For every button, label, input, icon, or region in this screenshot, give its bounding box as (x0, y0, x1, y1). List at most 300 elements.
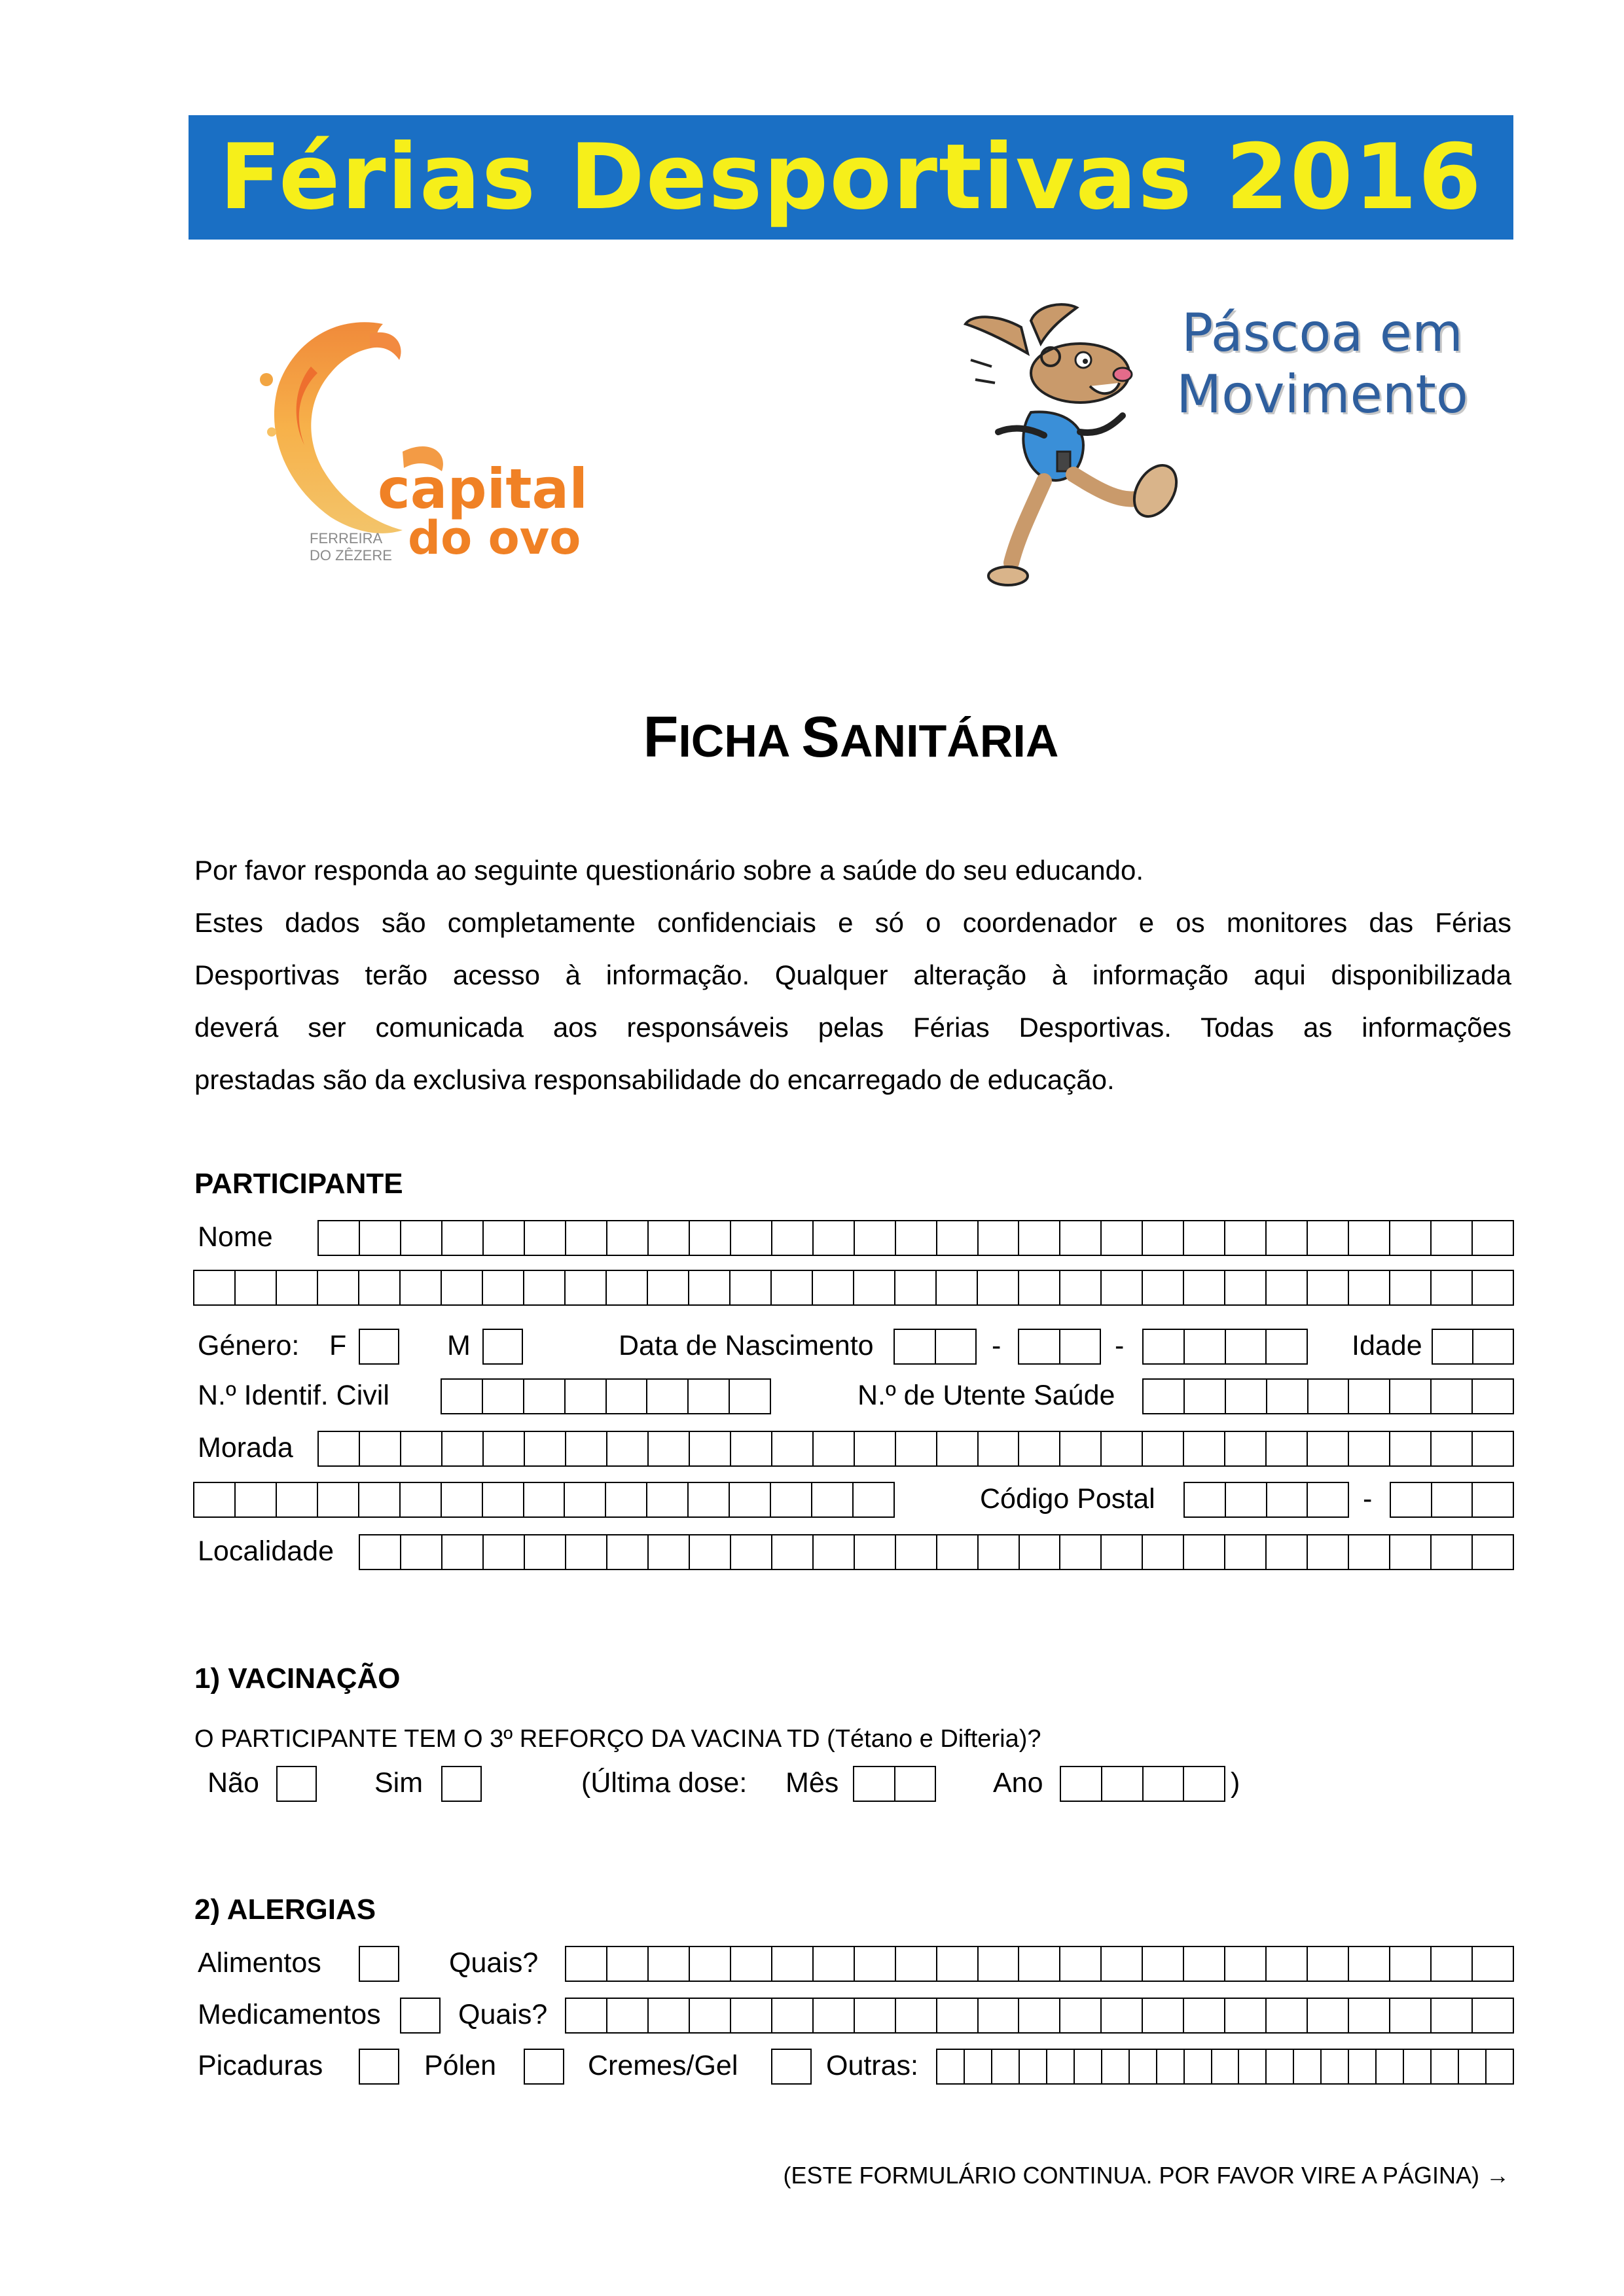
char-cell[interactable] (689, 1432, 730, 1465)
char-cell[interactable] (1307, 1947, 1348, 1981)
char-cell[interactable] (359, 1432, 400, 1465)
char-cell[interactable] (1100, 1535, 1142, 1569)
char-cell[interactable] (400, 1221, 441, 1255)
char-cell[interactable] (399, 1483, 441, 1516)
genero-label: Género: (198, 1330, 300, 1361)
char-cell[interactable] (1144, 1380, 1183, 1413)
char-cell[interactable] (234, 1483, 276, 1516)
char-cell[interactable] (1430, 1221, 1471, 1255)
vacina-mes-field[interactable] (853, 1766, 936, 1802)
char-cell[interactable] (771, 1947, 812, 1981)
char-cell[interactable] (441, 1432, 482, 1465)
char-cell[interactable] (895, 1999, 936, 2032)
char-cell[interactable] (977, 1432, 1019, 1465)
banner-title: Férias Desportivas 2016 (219, 124, 1483, 230)
running-rabbit-illustration (959, 301, 1195, 589)
char-cell[interactable] (729, 1380, 770, 1413)
char-cell[interactable] (1348, 1271, 1389, 1304)
char-cell[interactable] (687, 1380, 729, 1413)
char-cell[interactable] (991, 2050, 1019, 2083)
char-cell[interactable] (441, 1535, 482, 1569)
char-cell[interactable] (1430, 1535, 1471, 1569)
capital-do-ovo-logo (232, 308, 588, 583)
char-cell[interactable] (1224, 1535, 1265, 1569)
birth-year-field[interactable] (1142, 1329, 1308, 1365)
char-cell[interactable] (606, 1432, 647, 1465)
char-cell[interactable] (1430, 1999, 1471, 2032)
rabbit-icon (959, 301, 1195, 589)
char-cell[interactable] (730, 1432, 771, 1465)
intro-paragraph (194, 844, 1511, 1106)
alimentos-quais-field[interactable] (565, 1946, 1514, 1982)
char-cell[interactable] (1142, 1535, 1183, 1569)
char-cell[interactable] (1471, 1483, 1513, 1516)
char-cell[interactable] (1224, 1432, 1265, 1465)
char-cell[interactable] (1348, 1947, 1389, 1981)
char-cell[interactable] (854, 1432, 895, 1465)
alimentos-quais-label: Quais? (449, 1947, 539, 1979)
char-cell[interactable] (1485, 2050, 1513, 2083)
char-cell[interactable] (1183, 1947, 1224, 1981)
char-cell[interactable] (1018, 1221, 1059, 1255)
char-cell[interactable] (689, 1535, 730, 1569)
char-cell[interactable] (1156, 2050, 1183, 2083)
char-cell[interactable] (1225, 1483, 1266, 1516)
char-cell[interactable] (482, 1535, 524, 1569)
char-cell[interactable] (812, 1432, 854, 1465)
char-cell[interactable] (771, 1999, 812, 2032)
char-cell[interactable] (1458, 2050, 1485, 2083)
char-cell[interactable] (1430, 1380, 1471, 1413)
pascoa-line-1: Páscoa em (1182, 302, 1463, 363)
char-cell[interactable] (605, 1483, 646, 1516)
char-cell[interactable] (852, 1483, 893, 1516)
char-cell[interactable] (1018, 1271, 1059, 1304)
char-cell[interactable] (687, 1483, 729, 1516)
char-cell[interactable] (689, 1999, 730, 2032)
char-cell[interactable] (1211, 2050, 1238, 2083)
char-cell[interactable] (1183, 2050, 1211, 2083)
char-cell[interactable] (647, 1432, 689, 1465)
char-cell[interactable] (1183, 1432, 1224, 1465)
morada-field[interactable] (317, 1431, 1514, 1467)
char-cell[interactable] (566, 1947, 606, 1981)
char-cell[interactable] (1183, 1221, 1224, 1255)
char-cell[interactable] (564, 1380, 605, 1413)
char-cell[interactable] (1265, 1432, 1307, 1465)
char-cell[interactable] (319, 1221, 359, 1255)
char-cell[interactable] (1183, 1535, 1224, 1569)
char-cell[interactable] (1433, 1330, 1472, 1363)
char-cell[interactable] (936, 1221, 977, 1255)
char-cell[interactable] (524, 1221, 565, 1255)
char-cell[interactable] (441, 1483, 482, 1516)
char-cell[interactable] (1471, 1947, 1513, 1981)
char-cell[interactable] (1224, 1271, 1265, 1304)
vacinacao-heading: 1) VACINAÇÃO (194, 1662, 401, 1695)
char-cell[interactable] (1265, 1271, 1307, 1304)
outras-field[interactable] (936, 2049, 1514, 2085)
char-cell[interactable] (1389, 1999, 1430, 2032)
char-cell[interactable] (729, 1271, 770, 1304)
medicamentos-quais-label: Quais? (458, 1999, 548, 2030)
char-cell[interactable] (1183, 1271, 1224, 1304)
char-cell[interactable] (647, 1999, 689, 2032)
char-cell[interactable] (936, 1432, 977, 1465)
char-cell[interactable] (1375, 2050, 1403, 2083)
char-cell[interactable] (605, 1271, 647, 1304)
capital-word: capital (378, 457, 588, 521)
char-cell[interactable] (1265, 1999, 1307, 2032)
char-cell[interactable] (811, 1483, 852, 1516)
char-cell[interactable] (1403, 2050, 1430, 2083)
localidade-field[interactable] (359, 1534, 1514, 1570)
char-cell[interactable] (1307, 1271, 1348, 1304)
char-cell[interactable] (564, 1483, 605, 1516)
char-cell[interactable] (1389, 1380, 1430, 1413)
place-line-1: FERREIRA (310, 530, 383, 547)
genero-f-label: F (329, 1330, 347, 1361)
vacina-sim-checkbox[interactable] (441, 1766, 482, 1802)
char-cell[interactable] (1100, 1221, 1142, 1255)
medicamentos-checkbox[interactable] (400, 1998, 441, 2034)
char-cell[interactable] (1348, 1535, 1389, 1569)
char-cell[interactable] (894, 1767, 935, 1801)
alimentos-checkbox[interactable] (359, 1946, 399, 1982)
ultima-dose-label: (Última dose: (581, 1767, 748, 1799)
char-cell[interactable] (1265, 1330, 1307, 1363)
char-cell[interactable] (1185, 1483, 1225, 1516)
pascoa-line-2: Movimento (1176, 364, 1468, 425)
birth-day-field[interactable] (893, 1329, 977, 1365)
char-cell[interactable] (894, 1271, 935, 1304)
char-cell[interactable] (276, 1483, 317, 1516)
char-cell[interactable] (1100, 1271, 1142, 1304)
char-cell[interactable] (1183, 1999, 1224, 2032)
char-cell[interactable] (1101, 1767, 1142, 1801)
char-cell[interactable] (964, 2050, 991, 2083)
char-cell[interactable] (1265, 1535, 1307, 1569)
char-cell[interactable] (1142, 1271, 1183, 1304)
char-cell[interactable] (1183, 1330, 1225, 1363)
idade-field[interactable] (1432, 1329, 1514, 1365)
char-cell[interactable] (812, 1271, 853, 1304)
char-cell[interactable] (1389, 1221, 1430, 1255)
char-cell[interactable] (1471, 1221, 1513, 1255)
char-cell[interactable] (523, 1271, 564, 1304)
char-cell[interactable] (977, 1221, 1019, 1255)
char-cell[interactable] (1100, 1432, 1142, 1465)
birth-month-field[interactable] (1018, 1329, 1101, 1365)
char-cell[interactable] (1100, 1947, 1142, 1981)
char-cell[interactable] (854, 1535, 895, 1569)
vacina-ano-field[interactable] (1060, 1766, 1225, 1802)
char-cell[interactable] (1471, 1999, 1513, 2032)
char-cell[interactable] (730, 1947, 771, 1981)
char-cell[interactable] (358, 1483, 399, 1516)
char-cell[interactable] (524, 1432, 565, 1465)
ultima-dose-close: ) (1231, 1767, 1240, 1799)
char-cell[interactable] (1307, 1483, 1348, 1516)
char-cell[interactable] (935, 1330, 976, 1363)
char-cell[interactable] (1293, 2050, 1320, 2083)
char-cell[interactable] (1059, 1999, 1100, 2032)
do-ovo-word: do ovo (408, 511, 581, 565)
char-cell[interactable] (771, 1535, 812, 1569)
char-cell[interactable] (1320, 2050, 1348, 2083)
char-cell[interactable] (771, 1432, 812, 1465)
char-cell[interactable] (1061, 1767, 1101, 1801)
char-cell[interactable] (1224, 1221, 1265, 1255)
char-cell[interactable] (770, 1271, 812, 1304)
char-cell[interactable] (1128, 2050, 1156, 2083)
char-cell[interactable] (1430, 2050, 1458, 2083)
vacinacao-question: O PARTICIPANTE TEM O 3º REFORÇO DA VACINA TD (Tétano e Difteria)? (194, 1725, 1041, 1753)
char-cell[interactable] (1224, 1947, 1265, 1981)
char-cell[interactable] (1018, 1432, 1059, 1465)
char-cell[interactable] (194, 1271, 234, 1304)
char-cell[interactable] (1430, 1271, 1471, 1304)
char-cell[interactable] (1183, 1767, 1224, 1801)
char-cell[interactable] (812, 1535, 854, 1569)
char-cell[interactable] (360, 1535, 400, 1569)
char-cell[interactable] (853, 1271, 894, 1304)
char-cell[interactable] (482, 1380, 523, 1413)
char-cell[interactable] (1266, 1483, 1307, 1516)
char-cell[interactable] (1471, 1432, 1513, 1465)
intro-line-3: Desportivas terão acesso à informação. Qualquer alteração à informação aqui disponibilizada (194, 960, 1511, 990)
char-cell[interactable] (1018, 1999, 1059, 2032)
char-cell[interactable] (317, 1271, 358, 1304)
codigo-postal-suffix-field[interactable] (1390, 1482, 1514, 1518)
char-cell[interactable] (1307, 1380, 1348, 1413)
char-cell[interactable] (1183, 1380, 1225, 1413)
vacina-sim-label: Sim (374, 1767, 424, 1799)
cremes-gel-checkbox[interactable] (771, 2049, 812, 2085)
morada-field-line-2[interactable] (193, 1482, 895, 1518)
char-cell[interactable] (1430, 1432, 1471, 1465)
codigo-postal-label: Código Postal (980, 1483, 1155, 1515)
char-cell[interactable] (276, 1271, 317, 1304)
char-cell[interactable] (1018, 1947, 1059, 1981)
char-cell[interactable] (606, 1221, 647, 1255)
place-line-2: DO ZÊZERE (310, 547, 392, 564)
char-cell[interactable] (977, 1535, 1019, 1569)
char-cell[interactable] (566, 1999, 606, 2032)
char-cell[interactable] (1430, 1947, 1471, 1981)
char-cell[interactable] (1142, 1947, 1183, 1981)
char-cell[interactable] (1059, 1271, 1100, 1304)
char-cell[interactable] (937, 2050, 964, 2083)
id-civil-field[interactable] (441, 1378, 771, 1414)
char-cell[interactable] (1348, 1221, 1389, 1255)
char-cell[interactable] (1059, 1432, 1100, 1465)
char-cell[interactable] (895, 1535, 936, 1569)
char-cell[interactable] (1307, 1221, 1348, 1255)
intro-line-1: Por favor responda ao seguinte questionário sobre a saúde do seu educando. (194, 855, 1144, 886)
char-cell[interactable] (482, 1271, 523, 1304)
char-cell[interactable] (895, 1947, 936, 1981)
codigo-postal-field[interactable] (1183, 1482, 1349, 1518)
char-cell[interactable] (1307, 1432, 1348, 1465)
char-cell[interactable] (319, 1432, 359, 1465)
char-cell[interactable] (565, 1535, 606, 1569)
medicamentos-quais-field[interactable] (565, 1998, 1514, 2034)
char-cell[interactable] (400, 1535, 441, 1569)
char-cell[interactable] (812, 1947, 854, 1981)
utente-saude-field[interactable] (1142, 1378, 1514, 1414)
char-cell[interactable] (936, 1999, 977, 2032)
char-cell[interactable] (1142, 1221, 1183, 1255)
char-cell[interactable] (565, 1221, 606, 1255)
char-cell[interactable] (977, 1271, 1018, 1304)
char-cell[interactable] (1074, 2050, 1101, 2083)
char-cell[interactable] (1348, 1999, 1389, 2032)
char-cell[interactable] (936, 1947, 977, 1981)
char-cell[interactable] (482, 1483, 523, 1516)
medicamentos-label: Medicamentos (198, 1999, 381, 2030)
char-cell[interactable] (977, 1999, 1019, 2032)
char-cell[interactable] (1225, 1330, 1266, 1363)
char-cell[interactable] (1471, 1380, 1513, 1413)
nome-field-line-2[interactable] (193, 1270, 1514, 1306)
continue-note: (ESTE FORMULÁRIO CONTINUA. POR FAVOR VIRE A PÁGINA) → (783, 2162, 1509, 2189)
char-cell[interactable] (895, 1432, 936, 1465)
char-cell[interactable] (647, 1271, 688, 1304)
char-cell[interactable] (1389, 1432, 1430, 1465)
char-cell[interactable] (935, 1271, 977, 1304)
char-cell[interactable] (317, 1483, 358, 1516)
char-cell[interactable] (442, 1380, 482, 1413)
char-cell[interactable] (1059, 1330, 1100, 1363)
char-cell[interactable] (1266, 1380, 1307, 1413)
char-cell[interactable] (564, 1271, 605, 1304)
char-cell[interactable] (1265, 1947, 1307, 1981)
char-cell[interactable] (1348, 1380, 1389, 1413)
char-cell[interactable] (1059, 1947, 1100, 1981)
char-cell[interactable] (606, 1947, 647, 1981)
char-cell[interactable] (688, 1271, 729, 1304)
char-cell[interactable] (1019, 2050, 1046, 2083)
char-cell[interactable] (689, 1221, 730, 1255)
char-cell[interactable] (234, 1271, 276, 1304)
char-cell[interactable] (524, 1535, 565, 1569)
char-cell[interactable] (1142, 1999, 1183, 2032)
vacina-nao-checkbox[interactable] (276, 1766, 317, 1802)
char-cell[interactable] (1238, 2050, 1265, 2083)
char-cell[interactable] (1142, 1432, 1183, 1465)
char-cell[interactable] (1348, 2050, 1375, 2083)
char-cell[interactable] (646, 1380, 687, 1413)
char-cell[interactable] (1100, 1999, 1142, 2032)
char-cell[interactable] (1059, 1221, 1100, 1255)
polen-checkbox[interactable] (524, 2049, 564, 2085)
char-cell[interactable] (1348, 1432, 1389, 1465)
char-cell[interactable] (606, 1535, 647, 1569)
char-cell[interactable] (606, 1999, 647, 2032)
char-cell[interactable] (565, 1432, 606, 1465)
char-cell[interactable] (1019, 1330, 1059, 1363)
char-cell[interactable] (1431, 1483, 1472, 1516)
nome-field[interactable] (317, 1220, 1514, 1256)
char-cell[interactable] (854, 1999, 895, 2032)
char-cell[interactable] (812, 1221, 854, 1255)
genero-m-checkbox[interactable] (482, 1329, 523, 1365)
intro-line-5: prestadas são da exclusiva responsabilidade do encarregado de educação. (194, 1064, 1115, 1095)
char-cell[interactable] (1307, 1535, 1348, 1569)
char-cell[interactable] (1046, 2050, 1074, 2083)
intro-line-4: deverá ser comunicada aos responsáveis pelas Férias Desportivas. Todas as informações (194, 1012, 1511, 1043)
char-cell[interactable] (647, 1221, 689, 1255)
char-cell[interactable] (194, 1483, 234, 1516)
char-cell[interactable] (523, 1380, 564, 1413)
char-cell[interactable] (977, 1947, 1019, 1981)
char-cell[interactable] (1224, 1999, 1265, 2032)
char-cell[interactable] (854, 1767, 894, 1801)
char-cell[interactable] (854, 1947, 895, 1981)
char-cell[interactable] (1307, 1999, 1348, 2032)
char-cell[interactable] (1471, 1271, 1513, 1304)
char-cell[interactable] (399, 1271, 441, 1304)
char-cell[interactable] (1144, 1330, 1183, 1363)
char-cell[interactable] (1019, 1535, 1060, 1569)
char-cell[interactable] (1101, 2050, 1128, 2083)
char-cell[interactable] (1471, 1535, 1513, 1569)
char-cell[interactable] (441, 1271, 482, 1304)
char-cell[interactable] (936, 1535, 977, 1569)
char-cell[interactable] (1472, 1330, 1513, 1363)
char-cell[interactable] (770, 1483, 811, 1516)
pascoa-em-movimento (1172, 302, 1473, 425)
char-cell[interactable] (854, 1221, 895, 1255)
char-cell[interactable] (730, 1535, 771, 1569)
char-cell[interactable] (647, 1535, 689, 1569)
char-cell[interactable] (730, 1221, 771, 1255)
char-cell[interactable] (441, 1221, 482, 1255)
char-cell[interactable] (358, 1271, 399, 1304)
char-cell[interactable] (689, 1947, 730, 1981)
genero-f-checkbox[interactable] (359, 1329, 399, 1365)
document-title: FICHA SANITÁRIA (643, 704, 1059, 769)
char-cell[interactable] (482, 1221, 524, 1255)
char-cell[interactable] (1059, 1535, 1100, 1569)
birth-dash-1: - (992, 1330, 1001, 1361)
char-cell[interactable] (730, 1999, 771, 2032)
char-cell[interactable] (605, 1380, 647, 1413)
char-cell[interactable] (1142, 1767, 1183, 1801)
mes-label: Mês (785, 1767, 839, 1799)
char-cell[interactable] (1225, 1380, 1266, 1413)
char-cell[interactable] (482, 1432, 524, 1465)
char-cell[interactable] (400, 1432, 441, 1465)
char-cell[interactable] (812, 1999, 854, 2032)
char-cell[interactable] (1389, 1535, 1430, 1569)
char-cell[interactable] (1389, 1947, 1430, 1981)
char-cell[interactable] (895, 1330, 935, 1363)
char-cell[interactable] (1389, 1271, 1430, 1304)
char-cell[interactable] (729, 1483, 770, 1516)
char-cell[interactable] (523, 1483, 564, 1516)
char-cell[interactable] (1391, 1483, 1431, 1516)
char-cell[interactable] (647, 1947, 689, 1981)
char-cell[interactable] (771, 1221, 812, 1255)
char-cell[interactable] (646, 1483, 687, 1516)
picaduras-checkbox[interactable] (359, 2049, 399, 2085)
char-cell[interactable] (359, 1221, 400, 1255)
char-cell[interactable] (1265, 1221, 1307, 1255)
char-cell[interactable] (1265, 2050, 1293, 2083)
char-cell[interactable] (895, 1221, 936, 1255)
